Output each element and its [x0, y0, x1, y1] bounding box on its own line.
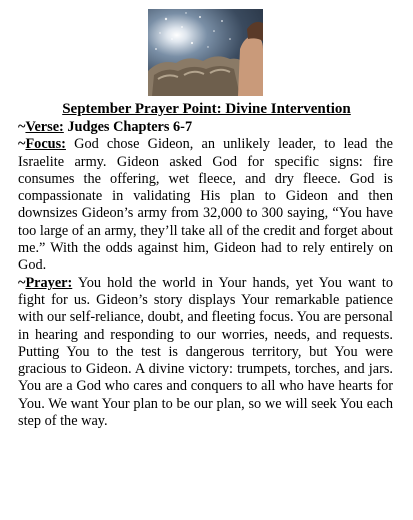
prayer-paragraph [18, 275, 393, 431]
focus-paragraph [18, 136, 393, 274]
focus-text: God chose Gideon, an unlikely leader, to lead the Israelite army. Gideon asked God for specific signs: fire consumes the offering, wet fleece, and dry fleece. God is compassionate in validating His plan to Gideon and then downsizes Gideon’s army from 32,000 to 300 saying, “You have too large of an army, they’ll take all of the credit and forget about me.” With the odds against him, Gideon had to rely entirely on God. [18, 136, 393, 274]
prayer-prefix: ~ [18, 274, 26, 291]
verse-text: Judges Chapters 6-7 [63, 119, 193, 135]
verse-label: Verse: [25, 119, 64, 135]
header-photo [148, 9, 263, 96]
focus-label: Focus: [25, 136, 66, 153]
prayer-text: You hold the world in Your hands, yet You want to fight for us. Gideon’s story displays Your remarkable patience with our self-reliance, doubt, and fleeting focus. You are personal in hearing and responding to our worries, needs, and requests. Putting You to the test is dangerous territory, but You were gracious to Gideon. A divine victory: trumpets, torches, and jars. You are a God who cares and conquers to all who have hearts for You. We want Your plan to be our plan, so we will seek You each step of the way. [18, 274, 393, 430]
prayer-point-body [18, 119, 393, 430]
page-title: September Prayer Point: Divine Intervention [62, 101, 351, 117]
verse-paragraph [18, 119, 393, 136]
verse-prefix: ~ [18, 119, 26, 135]
focus-prefix: ~ [18, 136, 26, 153]
prayer-label: Prayer: [25, 274, 73, 291]
gideon-fleece-photo-icon [148, 9, 263, 96]
